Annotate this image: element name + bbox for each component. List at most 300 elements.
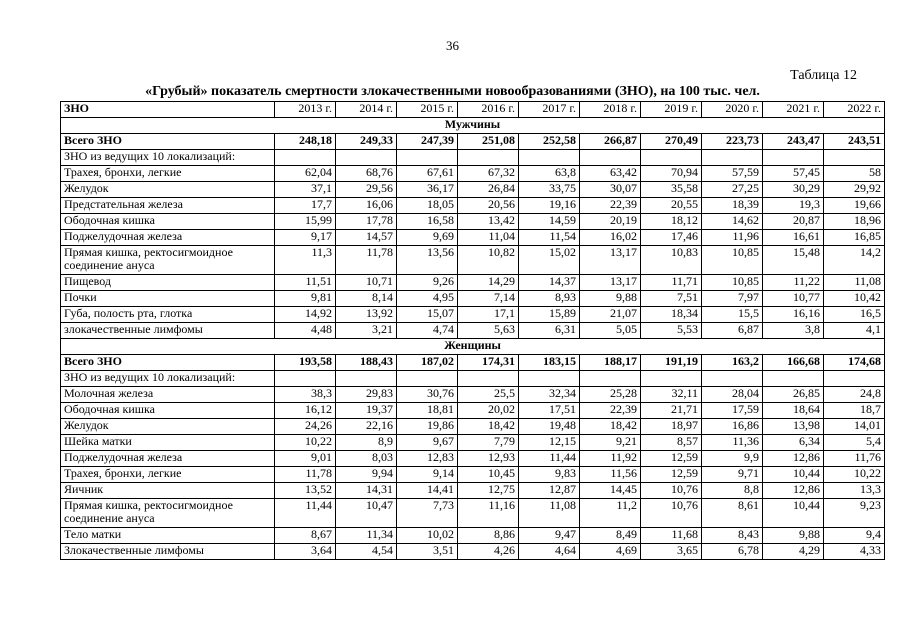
value-cell: 252,58: [519, 134, 580, 150]
value-cell: 14,92: [275, 307, 336, 323]
value-cell: 9,69: [397, 230, 458, 246]
empty-cell: [580, 371, 641, 387]
value-cell: 37,1: [275, 182, 336, 198]
value-cell: 10,02: [397, 528, 458, 544]
empty-cell: [397, 150, 458, 166]
value-cell: 9,9: [702, 451, 763, 467]
value-cell: 33,75: [519, 182, 580, 198]
row-label: Всего ЗНО: [61, 355, 275, 371]
value-cell: 12,86: [763, 451, 824, 467]
page-number: 36: [446, 38, 459, 53]
value-cell: 4,74: [397, 323, 458, 339]
value-cell: 8,57: [641, 435, 702, 451]
value-cell: 19,86: [397, 419, 458, 435]
value-cell: 191,19: [641, 355, 702, 371]
value-cell: 11,08: [824, 275, 885, 291]
row-label: Шейка матки: [61, 435, 275, 451]
value-cell: 13,52: [275, 483, 336, 499]
subheading-row: [61, 371, 885, 387]
value-cell: 10,44: [763, 499, 824, 528]
value-cell: 19,37: [336, 403, 397, 419]
row-label: Злокачественные лимфомы: [61, 544, 275, 560]
section-row: [61, 339, 885, 355]
value-cell: 4,48: [275, 323, 336, 339]
value-cell: 16,12: [275, 403, 336, 419]
table-caption: «Грубый» показатель смертности злокачественными новообразованиями (ЗНО), на 100 тыс. чел.: [145, 84, 760, 99]
value-cell: 10,85: [702, 275, 763, 291]
value-cell: 19,3: [763, 198, 824, 214]
value-cell: 11,08: [519, 499, 580, 528]
row-label: Прямая кишка, ректосигмоидное соединение ануса: [61, 246, 275, 275]
value-cell: 63,42: [580, 166, 641, 182]
value-cell: 266,87: [580, 134, 641, 150]
value-cell: 14,59: [519, 214, 580, 230]
value-cell: 11,16: [458, 499, 519, 528]
value-cell: 10,71: [336, 275, 397, 291]
row-label: Поджелудочная железа: [61, 451, 275, 467]
value-cell: 18,05: [397, 198, 458, 214]
value-cell: 38,3: [275, 387, 336, 403]
value-cell: 17,1: [458, 307, 519, 323]
empty-cell: [397, 371, 458, 387]
value-cell: 6,34: [763, 435, 824, 451]
value-cell: 14,01: [824, 419, 885, 435]
value-cell: 22,39: [580, 198, 641, 214]
table-row: [61, 435, 885, 451]
section-row: [61, 118, 885, 134]
value-cell: 8,67: [275, 528, 336, 544]
value-cell: 10,44: [763, 467, 824, 483]
value-cell: 174,31: [458, 355, 519, 371]
table-row: [61, 483, 885, 499]
value-cell: 9,81: [275, 291, 336, 307]
value-cell: 8,9: [336, 435, 397, 451]
value-cell: 163,2: [702, 355, 763, 371]
value-cell: 193,58: [275, 355, 336, 371]
value-cell: 6,78: [702, 544, 763, 560]
value-cell: 8,61: [702, 499, 763, 528]
value-cell: 5,05: [580, 323, 641, 339]
table-row: [61, 419, 885, 435]
empty-cell: [519, 371, 580, 387]
value-cell: 15,5: [702, 307, 763, 323]
table-row: [61, 499, 885, 528]
empty-cell: [763, 150, 824, 166]
header-year: 2016 г.: [458, 102, 519, 118]
value-cell: 18,81: [397, 403, 458, 419]
value-cell: 17,51: [519, 403, 580, 419]
value-cell: 62,04: [275, 166, 336, 182]
total-row: [61, 355, 885, 371]
value-cell: 26,85: [763, 387, 824, 403]
value-cell: 16,86: [702, 419, 763, 435]
value-cell: 9,01: [275, 451, 336, 467]
row-label: Трахея, бронхи, легкие: [61, 166, 275, 182]
value-cell: 6,31: [519, 323, 580, 339]
value-cell: 14,37: [519, 275, 580, 291]
value-cell: 15,48: [763, 246, 824, 275]
value-cell: 9,94: [336, 467, 397, 483]
value-cell: 12,59: [641, 451, 702, 467]
value-cell: 18,12: [641, 214, 702, 230]
header-year: 2020 г.: [702, 102, 763, 118]
value-cell: 11,71: [641, 275, 702, 291]
value-cell: 11,04: [458, 230, 519, 246]
value-cell: 4,95: [397, 291, 458, 307]
value-cell: 9,71: [702, 467, 763, 483]
value-cell: 18,7: [824, 403, 885, 419]
value-cell: 63,8: [519, 166, 580, 182]
value-cell: 9,67: [397, 435, 458, 451]
value-cell: 7,14: [458, 291, 519, 307]
table-row: [61, 387, 885, 403]
value-cell: 9,14: [397, 467, 458, 483]
value-cell: 11,54: [519, 230, 580, 246]
value-cell: 15,02: [519, 246, 580, 275]
value-cell: 29,83: [336, 387, 397, 403]
value-cell: 32,34: [519, 387, 580, 403]
value-cell: 251,08: [458, 134, 519, 150]
row-label: Яичник: [61, 483, 275, 499]
value-cell: 67,61: [397, 166, 458, 182]
value-cell: 20,87: [763, 214, 824, 230]
value-cell: 4,54: [336, 544, 397, 560]
value-cell: 9,26: [397, 275, 458, 291]
value-cell: 67,32: [458, 166, 519, 182]
table-row: [61, 451, 885, 467]
value-cell: 7,51: [641, 291, 702, 307]
empty-cell: [641, 150, 702, 166]
value-cell: 29,56: [336, 182, 397, 198]
value-cell: 19,16: [519, 198, 580, 214]
value-cell: 16,61: [763, 230, 824, 246]
value-cell: 174,68: [824, 355, 885, 371]
value-cell: 3,8: [763, 323, 824, 339]
value-cell: 5,63: [458, 323, 519, 339]
value-cell: 57,45: [763, 166, 824, 182]
table-row: [61, 182, 885, 198]
value-cell: 12,15: [519, 435, 580, 451]
value-cell: 4,29: [763, 544, 824, 560]
total-row: [61, 134, 885, 150]
value-cell: 24,8: [824, 387, 885, 403]
value-cell: 247,39: [397, 134, 458, 150]
row-label: Поджелудочная железа: [61, 230, 275, 246]
value-cell: 6,87: [702, 323, 763, 339]
value-cell: 13,92: [336, 307, 397, 323]
header-year: 2022 г.: [824, 102, 885, 118]
table-row: [61, 528, 885, 544]
table-row: [61, 323, 885, 339]
table-row: [61, 307, 885, 323]
value-cell: 10,42: [824, 291, 885, 307]
value-cell: 16,85: [824, 230, 885, 246]
value-cell: 11,36: [702, 435, 763, 451]
table-row: [61, 275, 885, 291]
value-cell: 9,4: [824, 528, 885, 544]
value-cell: 16,06: [336, 198, 397, 214]
value-cell: 9,23: [824, 499, 885, 528]
value-cell: 8,03: [336, 451, 397, 467]
value-cell: 11,96: [702, 230, 763, 246]
value-cell: 14,29: [458, 275, 519, 291]
value-cell: 16,16: [763, 307, 824, 323]
row-label: Губа, полость рта, глотка: [61, 307, 275, 323]
value-cell: 8,8: [702, 483, 763, 499]
value-cell: 9,21: [580, 435, 641, 451]
value-cell: 13,17: [580, 246, 641, 275]
value-cell: 166,68: [763, 355, 824, 371]
empty-cell: [763, 371, 824, 387]
mortality-table: [60, 101, 885, 560]
value-cell: 243,47: [763, 134, 824, 150]
section-title: Женщины: [61, 339, 885, 355]
row-label: Желудок: [61, 419, 275, 435]
value-cell: 10,76: [641, 483, 702, 499]
row-label: злокачественные лимфомы: [61, 323, 275, 339]
row-label: Всего ЗНО: [61, 134, 275, 150]
table-row: [61, 214, 885, 230]
value-cell: 30,07: [580, 182, 641, 198]
value-cell: 22,39: [580, 403, 641, 419]
table-row: [61, 403, 885, 419]
subheading-label: ЗНО из ведущих 10 локализаций:: [61, 150, 275, 166]
row-label: Желудок: [61, 182, 275, 198]
table-row: [61, 198, 885, 214]
value-cell: 9,88: [763, 528, 824, 544]
value-cell: 223,73: [702, 134, 763, 150]
value-cell: 14,31: [336, 483, 397, 499]
value-cell: 8,93: [519, 291, 580, 307]
value-cell: 4,69: [580, 544, 641, 560]
value-cell: 14,45: [580, 483, 641, 499]
table-row: [61, 166, 885, 182]
value-cell: 188,17: [580, 355, 641, 371]
value-cell: 11,56: [580, 467, 641, 483]
value-cell: 15,07: [397, 307, 458, 323]
empty-cell: [519, 150, 580, 166]
empty-cell: [275, 371, 336, 387]
value-cell: 11,44: [519, 451, 580, 467]
value-cell: 11,22: [763, 275, 824, 291]
value-cell: 9,47: [519, 528, 580, 544]
value-cell: 30,76: [397, 387, 458, 403]
value-cell: 57,59: [702, 166, 763, 182]
value-cell: 68,76: [336, 166, 397, 182]
value-cell: 183,15: [519, 355, 580, 371]
section-title: Мужчины: [61, 118, 885, 134]
value-cell: 30,29: [763, 182, 824, 198]
row-label: Молочная железа: [61, 387, 275, 403]
value-cell: 17,78: [336, 214, 397, 230]
header-year: 2021 г.: [763, 102, 824, 118]
value-cell: 12,83: [397, 451, 458, 467]
row-label: Трахея, бронхи, легкие: [61, 467, 275, 483]
value-cell: 17,46: [641, 230, 702, 246]
empty-cell: [824, 150, 885, 166]
table-row: [61, 544, 885, 560]
empty-cell: [824, 371, 885, 387]
header-year: 2014 г.: [336, 102, 397, 118]
table-row: [61, 230, 885, 246]
value-cell: 70,94: [641, 166, 702, 182]
row-label: Предстательная железа: [61, 198, 275, 214]
value-cell: 24,26: [275, 419, 336, 435]
value-cell: 35,58: [641, 182, 702, 198]
value-cell: 18,42: [580, 419, 641, 435]
table-label: Таблица 12: [790, 68, 857, 83]
value-cell: 11,3: [275, 246, 336, 275]
value-cell: 18,34: [641, 307, 702, 323]
value-cell: 17,7: [275, 198, 336, 214]
value-cell: 18,64: [763, 403, 824, 419]
value-cell: 8,43: [702, 528, 763, 544]
value-cell: 8,49: [580, 528, 641, 544]
table-row: [61, 467, 885, 483]
value-cell: 12,59: [641, 467, 702, 483]
value-cell: 15,99: [275, 214, 336, 230]
value-cell: 11,76: [824, 451, 885, 467]
value-cell: 10,22: [824, 467, 885, 483]
value-cell: 22,16: [336, 419, 397, 435]
value-cell: 13,56: [397, 246, 458, 275]
value-cell: 13,98: [763, 419, 824, 435]
value-cell: 28,04: [702, 387, 763, 403]
value-cell: 10,76: [641, 499, 702, 528]
value-cell: 9,83: [519, 467, 580, 483]
value-cell: 18,39: [702, 198, 763, 214]
value-cell: 10,83: [641, 246, 702, 275]
header-year: 2019 г.: [641, 102, 702, 118]
value-cell: 188,43: [336, 355, 397, 371]
value-cell: 10,45: [458, 467, 519, 483]
value-cell: 5,53: [641, 323, 702, 339]
row-label: Почки: [61, 291, 275, 307]
value-cell: 10,85: [702, 246, 763, 275]
value-cell: 3,64: [275, 544, 336, 560]
row-label: Пищевод: [61, 275, 275, 291]
value-cell: 11,78: [275, 467, 336, 483]
value-cell: 4,26: [458, 544, 519, 560]
empty-cell: [336, 371, 397, 387]
value-cell: 3,51: [397, 544, 458, 560]
empty-cell: [275, 150, 336, 166]
value-cell: 19,48: [519, 419, 580, 435]
value-cell: 18,42: [458, 419, 519, 435]
value-cell: 7,73: [397, 499, 458, 528]
value-cell: 36,17: [397, 182, 458, 198]
value-cell: 14,57: [336, 230, 397, 246]
value-cell: 27,25: [702, 182, 763, 198]
value-cell: 4,64: [519, 544, 580, 560]
value-cell: 17,59: [702, 403, 763, 419]
value-cell: 10,47: [336, 499, 397, 528]
empty-cell: [641, 371, 702, 387]
value-cell: 14,2: [824, 246, 885, 275]
value-cell: 18,96: [824, 214, 885, 230]
value-cell: 25,28: [580, 387, 641, 403]
value-cell: 7,79: [458, 435, 519, 451]
value-cell: 12,93: [458, 451, 519, 467]
value-cell: 10,82: [458, 246, 519, 275]
value-cell: 10,77: [763, 291, 824, 307]
value-cell: 11,78: [336, 246, 397, 275]
value-cell: 11,68: [641, 528, 702, 544]
value-cell: 270,49: [641, 134, 702, 150]
table-row: [61, 246, 885, 275]
value-cell: 15,89: [519, 307, 580, 323]
subheading-row: [61, 150, 885, 166]
subheading-label: ЗНО из ведущих 10 локализаций:: [61, 371, 275, 387]
value-cell: 14,41: [397, 483, 458, 499]
value-cell: 20,19: [580, 214, 641, 230]
value-cell: 21,07: [580, 307, 641, 323]
header-year: 2015 г.: [397, 102, 458, 118]
value-cell: 13,42: [458, 214, 519, 230]
value-cell: 16,02: [580, 230, 641, 246]
value-cell: 26,84: [458, 182, 519, 198]
value-cell: 32,11: [641, 387, 702, 403]
value-cell: 13,17: [580, 275, 641, 291]
value-cell: 14,62: [702, 214, 763, 230]
header-year: 2018 г.: [580, 102, 641, 118]
value-cell: 11,34: [336, 528, 397, 544]
value-cell: 11,92: [580, 451, 641, 467]
value-cell: 3,21: [336, 323, 397, 339]
value-cell: 10,22: [275, 435, 336, 451]
empty-cell: [458, 150, 519, 166]
value-cell: 12,75: [458, 483, 519, 499]
value-cell: 4,33: [824, 544, 885, 560]
empty-cell: [458, 371, 519, 387]
value-cell: 21,71: [641, 403, 702, 419]
value-cell: 248,18: [275, 134, 336, 150]
value-cell: 11,51: [275, 275, 336, 291]
value-cell: 12,86: [763, 483, 824, 499]
empty-cell: [580, 150, 641, 166]
value-cell: 58: [824, 166, 885, 182]
value-cell: 243,51: [824, 134, 885, 150]
header-zno: ЗНО: [61, 102, 275, 118]
value-cell: 187,02: [397, 355, 458, 371]
table-row: [61, 291, 885, 307]
value-cell: 16,58: [397, 214, 458, 230]
value-cell: 5,4: [824, 435, 885, 451]
value-cell: 8,14: [336, 291, 397, 307]
header-year: 2013 г.: [275, 102, 336, 118]
empty-cell: [702, 150, 763, 166]
table-body: [61, 118, 885, 560]
row-label: Ободочная кишка: [61, 214, 275, 230]
row-label: Тело матки: [61, 528, 275, 544]
value-cell: 7,97: [702, 291, 763, 307]
value-cell: 16,5: [824, 307, 885, 323]
row-label: Прямая кишка, ректосигмоидное соединение ануса: [61, 499, 275, 528]
value-cell: 3,65: [641, 544, 702, 560]
header-row: [61, 102, 885, 118]
value-cell: 13,3: [824, 483, 885, 499]
row-label: Ободочная кишка: [61, 403, 275, 419]
value-cell: 8,86: [458, 528, 519, 544]
empty-cell: [702, 371, 763, 387]
value-cell: 29,92: [824, 182, 885, 198]
empty-cell: [336, 150, 397, 166]
value-cell: 4,1: [824, 323, 885, 339]
value-cell: 9,88: [580, 291, 641, 307]
header-year: 2017 г.: [519, 102, 580, 118]
value-cell: 20,55: [641, 198, 702, 214]
value-cell: 25,5: [458, 387, 519, 403]
